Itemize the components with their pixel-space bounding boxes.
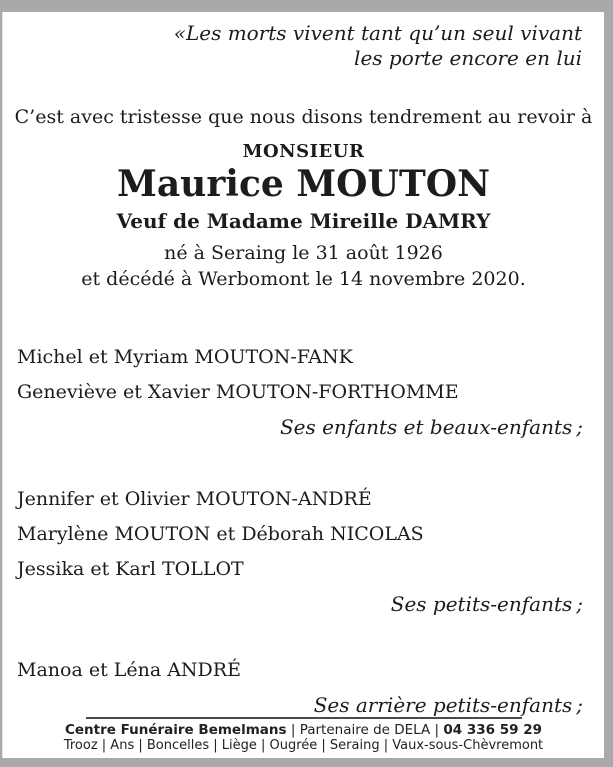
family-member-line: Jessika et Karl TOLLOT [17, 558, 244, 580]
honorific-title: MONSIEUR [242, 141, 365, 162]
obituary-card [2, 12, 604, 758]
funeral-home-footer [3, 717, 604, 753]
epigraph-quote-line1: «Les morts vivent tant qu’un seul vivant [173, 21, 582, 45]
relation-label-grandchildren: Ses petits-enfants ; [390, 592, 583, 616]
funeral-home-name: Centre Funéraire Bemelmans [64, 722, 287, 738]
announcement-intro: C’est avec tristesse que nous disons tendrement au revoir à [14, 106, 593, 128]
relation-label-children: Ses enfants et beaux-enfants ; [279, 415, 583, 439]
family-group-children [3, 340, 604, 445]
footer-locations: Trooz | Ans | Boncelles | Liège | Ougrée | Seraing | Vaux-sous-Chèvremont [63, 738, 544, 753]
footer-phone: 04 336 59 29 [443, 722, 543, 738]
footer-contact-line [3, 722, 604, 738]
family-member-line: Michel et Myriam MOUTON-FANK [17, 346, 353, 368]
family-member-line: Manoa et Léna ANDRÉ [17, 659, 241, 681]
spouse-line: Veuf de Madame Mireille DAMRY [116, 209, 491, 233]
deceased-name: Maurice MOUTON [116, 163, 490, 205]
death-line: et décédé à Werbomont le 14 novembre 2020. [81, 268, 526, 290]
footer-divider [86, 717, 522, 719]
family-group-grandchildren [3, 482, 604, 622]
family-member-line: Jennifer et Olivier MOUTON-ANDRÉ [17, 488, 372, 510]
footer-separator: | [434, 722, 440, 738]
footer-partner: Partenaire de DELA [299, 722, 431, 738]
family-group-great-grandchildren [3, 653, 604, 723]
birth-line: né à Seraing le 31 août 1926 [164, 242, 443, 264]
family-member-line: Marylène MOUTON et Déborah NICOLAS [17, 523, 424, 545]
footer-separator: | [290, 722, 296, 738]
relation-label-great-grandchildren: Ses arrière petits-enfants ; [313, 693, 583, 717]
birth-death-block [3, 240, 604, 292]
family-member-line: Geneviève et Xavier MOUTON-FORTHOMME [17, 381, 459, 403]
epigraph-quote [3, 12, 604, 71]
epigraph-quote-line2: les porte encore en lui [354, 46, 582, 70]
